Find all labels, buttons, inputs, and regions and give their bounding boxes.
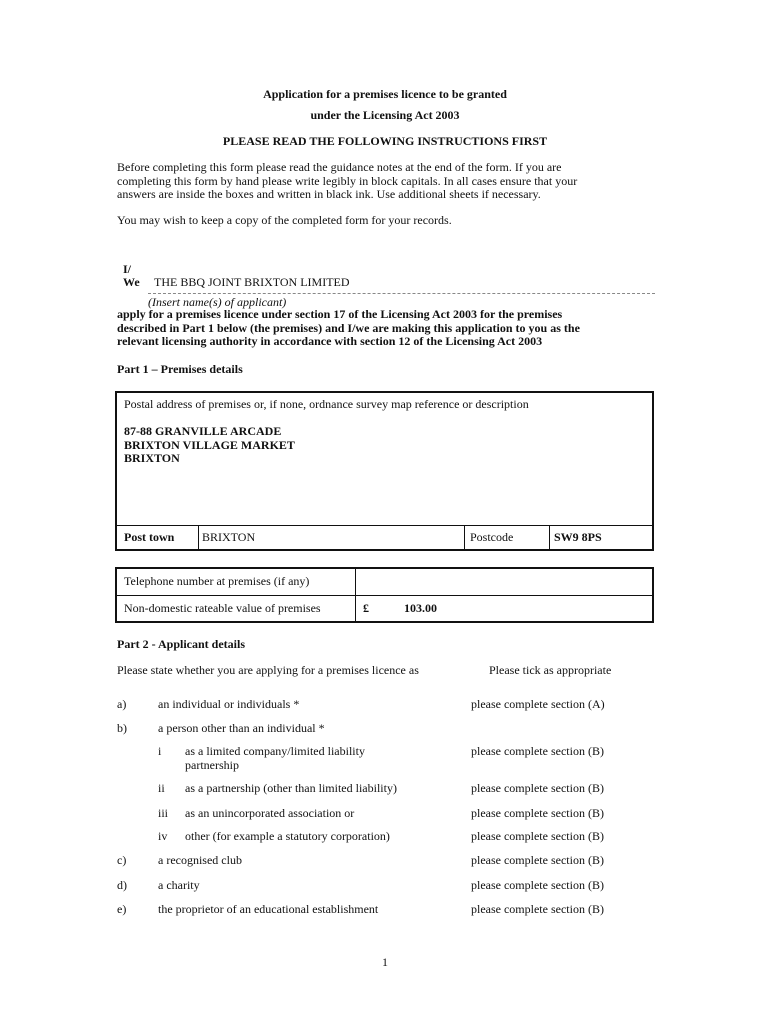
applicant-type-question: Please state whether you are applying for a premises licence as <box>117 663 419 677</box>
telephone-rateable-box <box>115 567 654 623</box>
option-key: a) <box>117 697 127 711</box>
currency-symbol: £ <box>363 601 369 615</box>
iwe-label-bottom: We <box>123 275 140 289</box>
declaration-paragraph <box>117 308 662 349</box>
option-key: c) <box>117 853 127 867</box>
option-text-line: as a limited company/limited liability <box>185 744 365 758</box>
option-action: please complete section (B) <box>471 829 604 843</box>
divider <box>117 595 652 596</box>
address-line-1: 87-88 GRANVILLE ARCADE <box>124 424 282 438</box>
guidance-paragraph <box>117 161 657 202</box>
part1-heading: Part 1 – Premises details <box>117 362 243 376</box>
option-key: e) <box>117 902 127 916</box>
option-text <box>185 744 435 772</box>
instructions-heading: PLEASE READ THE FOLLOWING INSTRUCTIONS FIRST <box>222 134 548 148</box>
option-text: other (for example a statutory corporation) <box>185 829 390 843</box>
iwe-label-top: I/ <box>123 262 132 276</box>
address-field[interactable] <box>124 425 295 466</box>
option-text: as a partnership (other than limited liability) <box>185 781 397 795</box>
telephone-label: Telephone number at premises (if any) <box>124 574 310 588</box>
option-action: please complete section (B) <box>471 878 604 892</box>
option-action: please complete section (B) <box>471 853 604 867</box>
form-title-line1: Application for a premises licence to be granted <box>263 87 507 101</box>
post-town-label: Post town <box>124 530 175 544</box>
address-line-2: BRIXTON VILLAGE MARKET <box>124 437 295 452</box>
applicant-name-underline <box>148 293 655 294</box>
postcode-field[interactable]: SW9 8PS <box>554 530 602 544</box>
rateable-value-label: Non-domestic rateable value of premises <box>124 601 321 615</box>
option-key: iii <box>158 806 169 820</box>
option-text: as an unincorporated association or <box>185 806 355 820</box>
part2-heading: Part 2 - Applicant details <box>117 637 245 651</box>
option-action: please complete section (B) <box>471 806 604 820</box>
copy-note: You may wish to keep a copy of the completed form for your records. <box>117 213 452 227</box>
declaration-line: relevant licensing authority in accordance with section 12 of the Licensing Act 2003 <box>117 334 543 348</box>
option-text-line: partnership <box>185 758 239 772</box>
page-number: 1 <box>382 955 388 969</box>
form-title-line2: under the Licensing Act 2003 <box>310 108 460 122</box>
option-key: iv <box>158 829 168 843</box>
telephone-field[interactable] <box>361 574 651 590</box>
divider <box>198 525 199 551</box>
option-key: b) <box>117 721 127 735</box>
premises-address-box <box>115 391 654 551</box>
option-key: d) <box>117 878 127 892</box>
rateable-value-field[interactable]: 103.00 <box>404 601 437 615</box>
option-text: an individual or individuals * <box>158 697 300 711</box>
applicant-name-field[interactable]: THE BBQ JOINT BRIXTON LIMITED <box>154 275 350 289</box>
option-action: please complete section (B) <box>471 902 604 916</box>
declaration-line: apply for a premises licence under section 17 of the Licensing Act 2003 for the premises <box>117 307 563 321</box>
divider <box>355 569 356 621</box>
option-text: a person other than an individual * <box>158 721 325 735</box>
option-text: a recognised club <box>158 853 242 867</box>
divider <box>464 525 465 551</box>
guidance-line: answers are inside the boxes and written in black ink. Use additional sheets if necessary. <box>117 187 541 201</box>
option-action: please complete section (A) <box>471 697 605 711</box>
option-key: i <box>158 744 162 758</box>
tick-header: Please tick as appropriate <box>489 663 612 677</box>
divider <box>549 525 550 551</box>
postcode-label: Postcode <box>470 530 514 544</box>
post-town-field[interactable]: BRIXTON <box>202 530 256 544</box>
option-key: ii <box>158 781 165 795</box>
guidance-line: Before completing this form please read the guidance notes at the end of the form. If you are <box>117 160 562 174</box>
declaration-line: described in Part 1 below (the premises) and I/we are making this application to you as the <box>117 320 580 335</box>
guidance-line: completing this form by hand please write legibly in block capitals. In all cases ensure that your <box>117 173 578 188</box>
option-action: please complete section (B) <box>471 744 604 758</box>
address-line-3: BRIXTON <box>124 451 180 465</box>
option-action: please complete section (B) <box>471 781 604 795</box>
option-text: a charity <box>158 878 200 892</box>
address-label: Postal address of premises or, if none, ordnance survey map reference or description <box>124 397 529 411</box>
applicant-name-hint: (Insert name(s) of applicant) <box>148 295 287 309</box>
option-text: the proprietor of an educational establishment <box>158 902 379 916</box>
